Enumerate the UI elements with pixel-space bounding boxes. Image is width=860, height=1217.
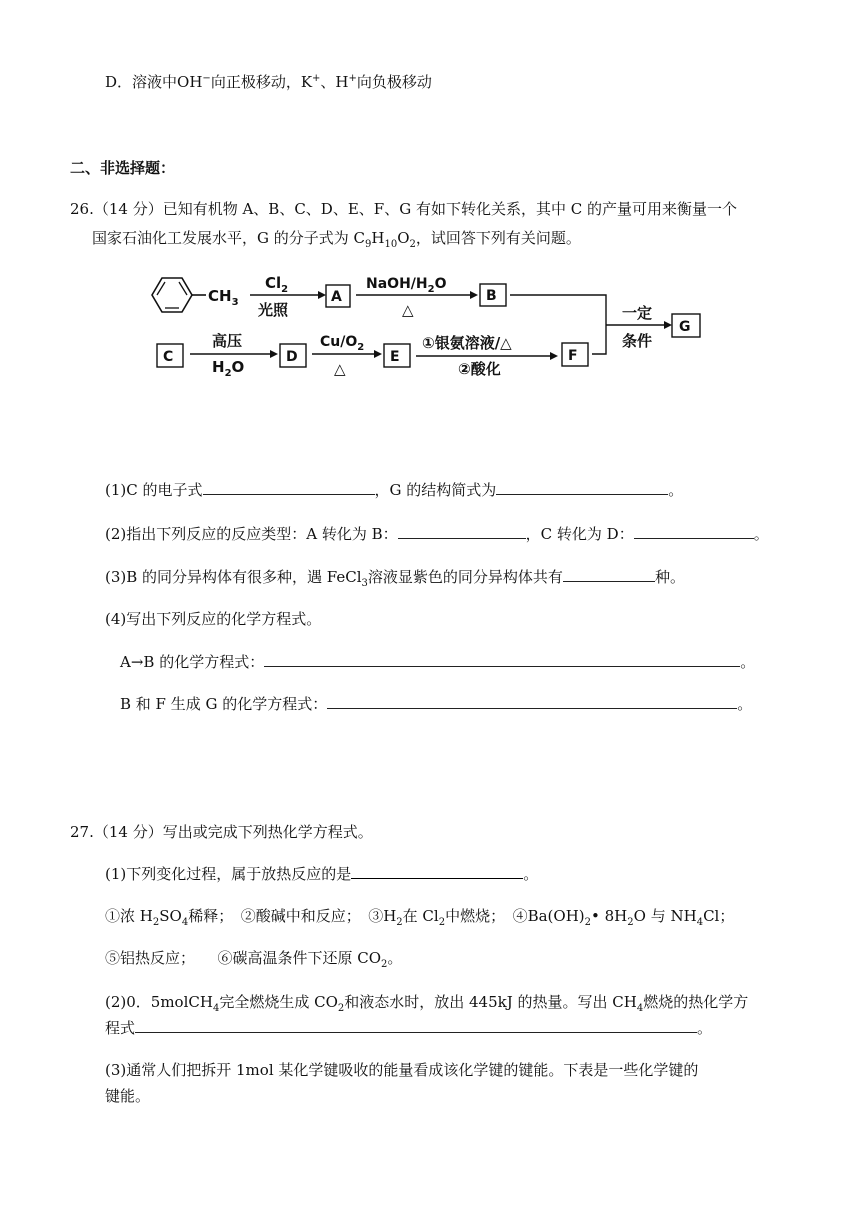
answer-blank[interactable]	[351, 864, 523, 879]
label-b: B	[486, 288, 497, 304]
q26-part4-ab: A→B 的化学方程式： 。	[120, 653, 756, 671]
q27-options-line1: ①浓 $H_2SO_4$稀释； ②酸碱中和反应； $③H_2$在 $Cl_2$中燃烧； $④Ba(OH)_2•$ $8H_2O$ 与 $NH_4Cl$；	[105, 907, 735, 928]
label-c: C	[163, 349, 174, 365]
reagent-cl2: $Cl_2$	[265, 274, 289, 295]
arrowhead-icon	[664, 321, 672, 329]
label-g: G	[679, 319, 691, 335]
condition-heat: △	[402, 301, 414, 319]
arrowhead-icon	[470, 291, 478, 299]
answer-blank[interactable]	[135, 1018, 697, 1033]
arrowhead-icon	[270, 350, 278, 358]
condition-heat-2: △	[334, 360, 346, 378]
section-title: 二、非选择题：	[70, 159, 176, 177]
arrowhead-icon	[550, 352, 558, 360]
reagent-naoh: NaOH/$H_2O$	[366, 276, 447, 295]
q27-stem: 27.（14 分）写出或完成下列热化学方程式。	[70, 823, 373, 841]
arrowhead-icon	[374, 350, 382, 358]
condition-light: 光照	[258, 301, 289, 319]
methyl-label: $CH_3$	[208, 287, 239, 308]
q26-stem-line2: 国家石油化工发展水平，G 的分子式为 $C_9H_{10}O_2$，试回答下列有关问题。	[92, 229, 581, 250]
q27-part3-line2: 键能。	[105, 1087, 151, 1105]
q26-part4-bfg: B 和 F 生成 G 的化学方程式： 。	[120, 695, 753, 713]
q26-part4: (4)写出下列反应的化学方程式。	[105, 610, 322, 628]
label-e: E	[390, 349, 400, 365]
benzene-ring-icon	[152, 278, 206, 312]
label-f: F	[568, 348, 578, 364]
reagent-water: $H_2O$	[212, 358, 245, 379]
label-a: A	[331, 289, 342, 305]
arrowhead-icon	[318, 291, 326, 299]
reagent-silver-ammonia: ①银氨溶液/△	[422, 334, 512, 352]
answer-blank[interactable]	[203, 480, 375, 495]
q27-part2-line1: (2)0．5molCH$_4$完全燃烧生成 $CO_2$和液态水时，放出 445kJ 的热量。写出 $CH_4$燃烧的热化学方	[105, 993, 749, 1014]
q27-part1: (1)下列变化过程，属于放热反应的是 。	[105, 865, 539, 883]
q27-part2-line2: 程式 。	[105, 1019, 713, 1037]
answer-blank[interactable]	[327, 694, 737, 709]
label-d: D	[286, 349, 298, 365]
answer-blank[interactable]	[398, 524, 526, 539]
option-d: D．溶液中OH−向正极移动，K+、H+向负极移动	[105, 73, 432, 91]
reagent-cu-o2: $Cu/O_2$	[320, 334, 365, 353]
merge-bracket	[510, 295, 606, 354]
answer-blank[interactable]	[563, 567, 655, 582]
reaction-scheme	[140, 268, 720, 388]
condition-acidify: ②酸化	[458, 360, 501, 378]
condition-certain: 一定	[622, 304, 653, 322]
condition-high-pressure: 高压	[212, 332, 243, 350]
answer-blank[interactable]	[496, 480, 668, 495]
answer-blank[interactable]	[264, 652, 740, 667]
q26-part2: (2)指出下列反应的反应类型：A 转化为 B： ，C 转化为 D： 。	[105, 525, 769, 543]
q27-options-line2: ⑤铝热反应； ⑥碳高温条件下还原 $CO_2$。	[105, 949, 403, 970]
q26-part1: (1)C 的电子式 ，G 的结构简式为 。	[105, 481, 684, 499]
condition-conditions: 条件	[622, 332, 653, 350]
q26-part3: (3)B 的同分异构体有很多种，遇 FeCl$_3$溶液显紫色的同分异构体共有 种。	[105, 568, 685, 589]
q26-stem-line1: 26.（14 分）已知有机物 A、B、C、D、E、F、G 有如下转化关系，其中 C 的产量可用来衡量一个	[70, 200, 737, 218]
answer-blank[interactable]	[634, 524, 754, 539]
q27-part3-line1: (3)通常人们把拆开 1mol 某化学键吸收的能量看成该化学键的键能。下表是一些化学键的	[105, 1061, 699, 1079]
